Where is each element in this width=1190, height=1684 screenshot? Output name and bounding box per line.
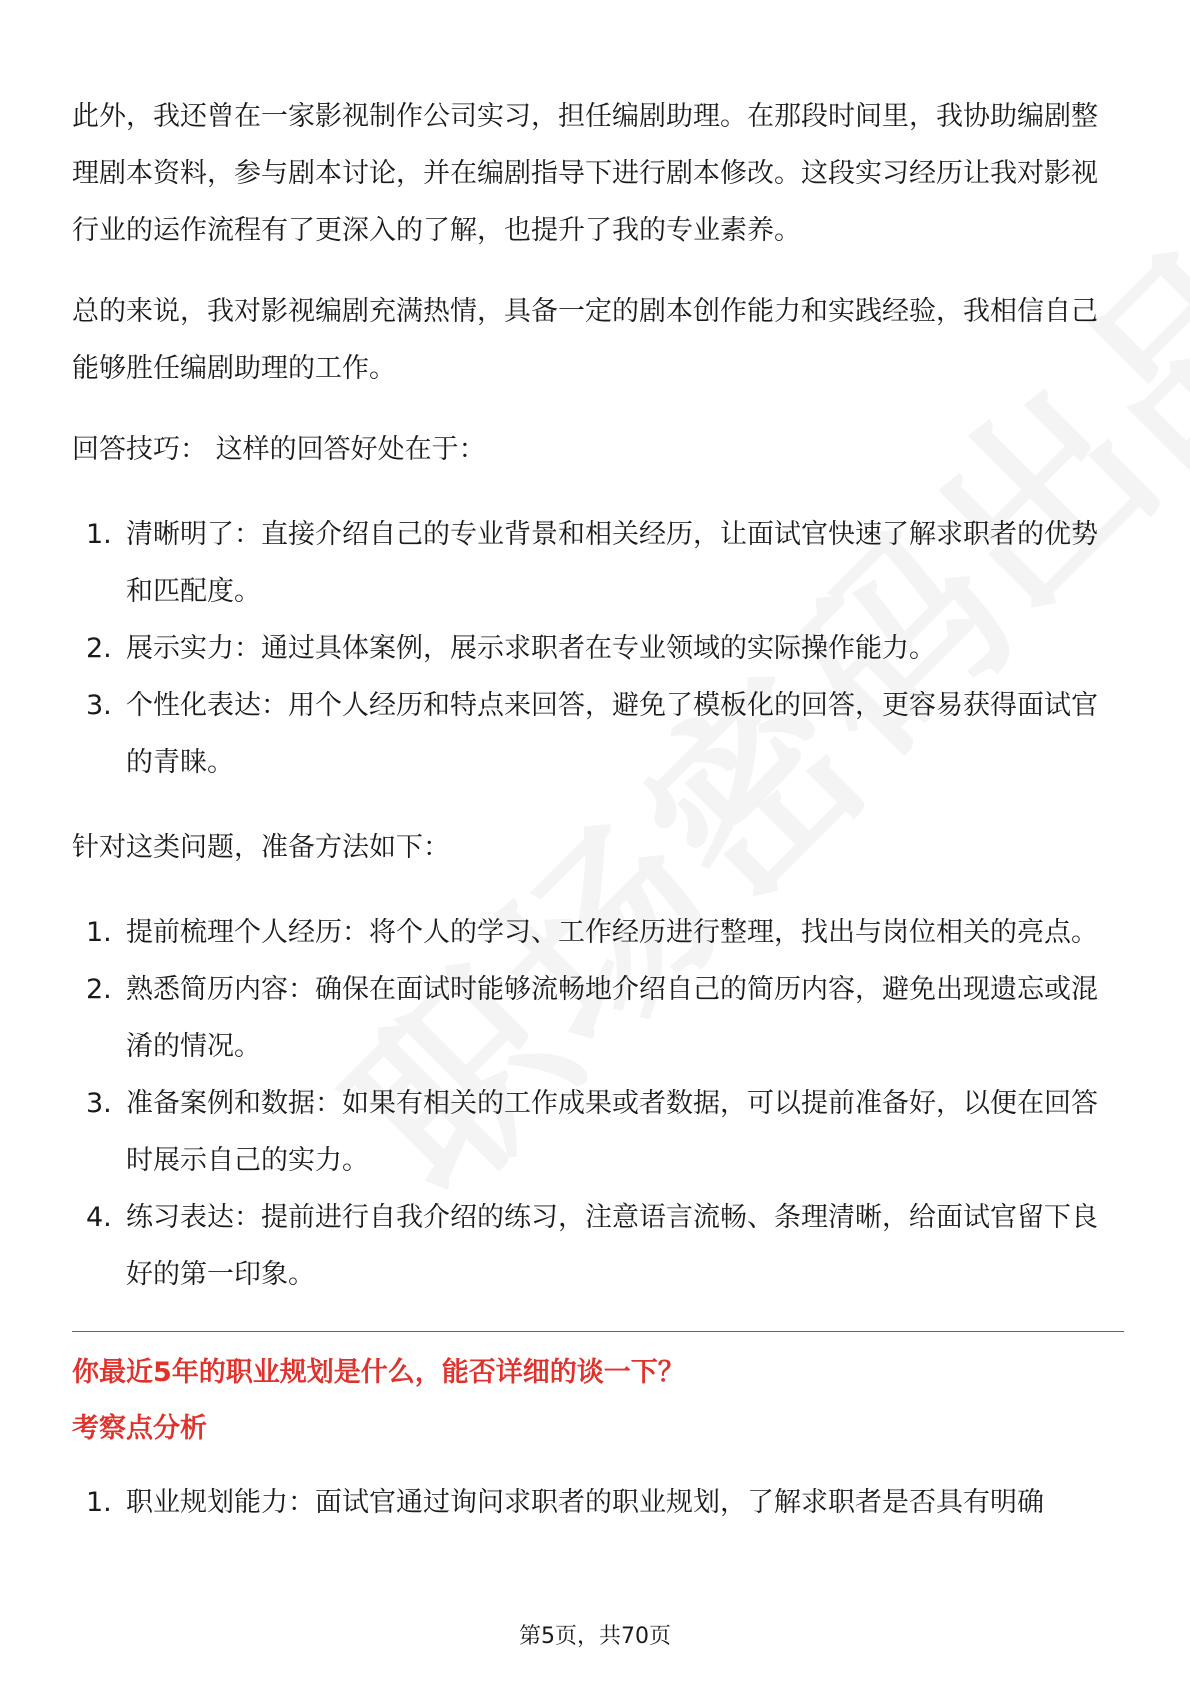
list-item	[72, 1075, 1124, 1189]
list-number: 3.	[86, 1088, 112, 1119]
list-item	[72, 961, 1124, 1075]
list-item-text: 练习表达：提前进行自我介绍的练习，注意语言流畅、条理清晰，给面试官留下良好的第一印象。	[126, 1202, 1098, 1290]
list-item	[72, 506, 1124, 620]
list-number: 1.	[86, 917, 112, 948]
list-number: 1.	[86, 1487, 112, 1518]
analysis-list	[72, 1474, 1124, 1531]
list-item-text: 个性化表达：用个人经历和特点来回答，避免了模板化的回答，更容易获得面试官的青睐。	[126, 690, 1098, 778]
list-item	[72, 1474, 1124, 1531]
list-number: 2.	[86, 974, 112, 1005]
intro-paragraph-1: 此外，我还曾在一家影视制作公司实习，担任编剧助理。在那段时间里，我协助编剧整理剧本资料，参与剧本讨论，并在编剧指导下进行剧本修改。这段实习经历让我对影视行业的运作流程有了更深入的了解，也提升了我的专业素养。	[72, 101, 1098, 246]
question-heading: 你最近5年的职业规划是什么，能否详细的谈一下？	[72, 1357, 685, 1388]
prep-label: 针对这类问题，准备方法如下：	[72, 832, 450, 863]
tips-list	[72, 506, 1124, 791]
list-item	[72, 1189, 1124, 1303]
list-item	[72, 904, 1124, 961]
page-content	[72, 88, 1124, 1559]
list-item-text: 熟悉简历内容：确保在面试时能够流畅地介绍自己的简历内容，避免出现遗忘或混淆的情况。	[126, 974, 1098, 1062]
list-number: 2.	[86, 633, 112, 664]
list-item-text: 提前梳理个人经历：将个人的学习、工作经历进行整理，找出与岗位相关的亮点。	[126, 917, 1098, 948]
list-number: 4.	[86, 1202, 112, 1233]
prep-list	[72, 904, 1124, 1303]
intro-paragraph-2: 总的来说，我对影视编剧充满热情，具备一定的剧本创作能力和实践经验，我相信自己能够胜任编剧助理的工作。	[72, 296, 1098, 384]
section-divider	[72, 1331, 1124, 1332]
tips-label: 回答技巧： 这样的回答好处在于：	[72, 434, 486, 465]
list-number: 3.	[86, 690, 112, 721]
list-item-text: 准备案例和数据：如果有相关的工作成果或者数据，可以提前准备好，以便在回答时展示自己的实力。	[126, 1088, 1098, 1176]
page-number: 第5页，共70页	[519, 1624, 671, 1649]
list-item	[72, 677, 1124, 791]
list-item	[72, 620, 1124, 677]
list-item-text: 清晰明了：直接介绍自己的专业背景和相关经历，让面试官快速了解求职者的优势和匹配度。	[126, 519, 1098, 607]
list-number: 1.	[86, 519, 112, 550]
analysis-heading: 考察点分析	[72, 1413, 207, 1444]
list-item-text: 职业规划能力：面试官通过询问求职者的职业规划，了解求职者是否具有明确	[126, 1487, 1044, 1518]
list-item-text: 展示实力：通过具体案例，展示求职者在专业领域的实际操作能力。	[126, 633, 936, 664]
